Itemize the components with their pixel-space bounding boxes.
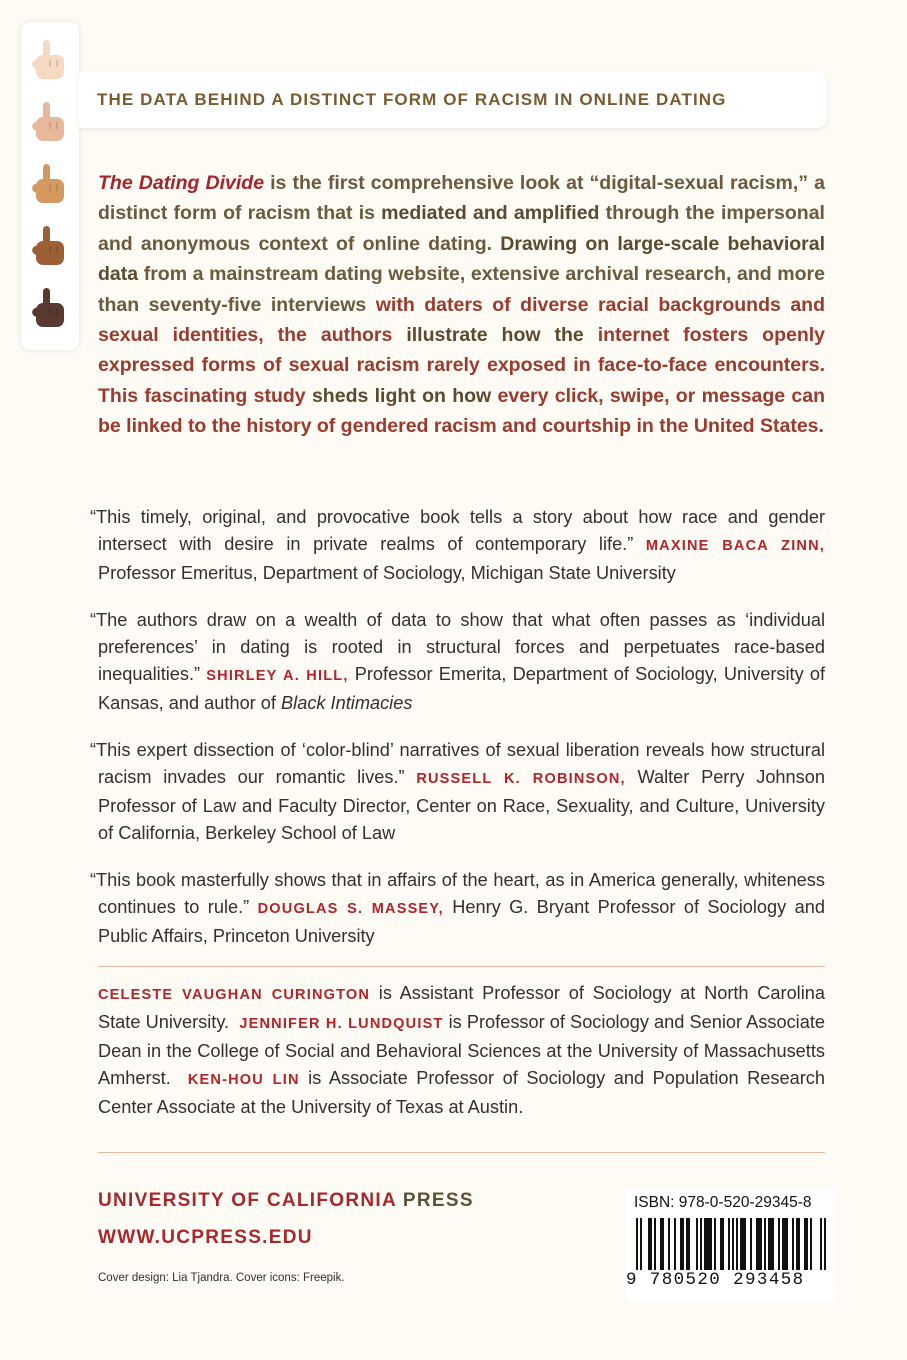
description-text: every click, swipe, or message can be linked to the history of gendered racism and courtship in the United States. [98, 384, 825, 438]
description-text: Drawing on large-scale behavioral data [98, 232, 825, 286]
author-bio: is Associate Professor of Sociology and Population Research Center Associate at the University of Texas at Austin. [98, 1068, 825, 1117]
description-text: illustrate how the [392, 324, 598, 347]
endorsement-text: “This expert dissection of ‘color-blind’ narratives of sexual liberation reveals how structural racism invades our romantic lives.” [90, 740, 825, 787]
endorser-affiliation: Henry G. Bryant Professor of Sociology and Public Affairs, Princeton University [98, 897, 825, 946]
barcode-bar [654, 1218, 656, 1274]
barcode-bar [764, 1218, 766, 1274]
barcode-bar [714, 1218, 716, 1274]
pointing-hand-icon-medium-dark [30, 224, 70, 268]
author-name: JENNIFER H. LUNDQUIST [239, 1016, 444, 1032]
barcode-bar [772, 1218, 774, 1274]
endorser-name: MAXINE BACA ZINN, [645, 538, 825, 554]
barcode-bar [786, 1218, 788, 1274]
barcode-digits: 9 780520 293458 [626, 1270, 832, 1290]
barcode-bar [756, 1218, 758, 1274]
barcode-bar [758, 1218, 760, 1274]
author-bio: is Assistant Professor of Sociology at North Carolina State University. [98, 983, 825, 1032]
author-name: CELESTE VAUGHAN CURINGTON [98, 987, 371, 1003]
endorsement-text: “This book masterfully shows that in affairs of the heart, as in America generally, whiteness continues to rule.” [90, 870, 825, 917]
cover-credit: Cover design: Lia Tjandra. Cover icons: Freepik. [98, 1272, 345, 1284]
barcode-bar [700, 1218, 702, 1274]
skin-tone-hands-strip [21, 22, 79, 350]
barcode-bar [686, 1218, 688, 1274]
barcode-bar [696, 1218, 698, 1274]
barcode-bar [750, 1218, 752, 1274]
barcode-bar [792, 1218, 794, 1274]
endorsement-text: “This timely, original, and provocative book tells a story about how race and gender intersect with desire in private realms of contemporary life.” [90, 507, 825, 554]
barcode-bar [674, 1218, 676, 1274]
barcode-bar [708, 1218, 710, 1274]
barcode-bar [680, 1218, 682, 1274]
isbn-barcode [626, 1188, 836, 1302]
endorser-affiliation: Walter Perry Johnson Professor of Law and Faculty Director, Center on Race, Sexuality, and Culture, University of California, Berkeley School of Law [98, 767, 825, 843]
barcode-bar [660, 1218, 662, 1274]
barcode-bar [682, 1218, 684, 1274]
endorsement-text: “The authors draw on a wealth of data to show that what often passes as ‘individual preferences’ in dating is rooted in structural forces and perpetuates race-based inequalities.” [90, 610, 825, 684]
barcode-bar [760, 1218, 762, 1274]
endorser-book-title: Black Intimacies [281, 693, 413, 713]
barcode-bar [720, 1218, 722, 1274]
headline-banner [79, 72, 827, 128]
pointing-hand-icon-dark [30, 286, 70, 330]
isbn-number: ISBN: 978-0-520-29345-8 [634, 1194, 812, 1211]
barcode-bar [796, 1218, 798, 1274]
description-text: sheds light on how [305, 384, 498, 407]
endorser-name: DOUGLAS S. MASSEY, [257, 901, 444, 917]
barcode-bar [662, 1218, 664, 1274]
description-text: internet fosters openly expressed forms of sexual racism rarely exposed in face-to-face encounters. This fascinating study [98, 324, 826, 407]
book-description [98, 168, 825, 442]
endorsement [90, 737, 825, 847]
endorser-name: SHIRLEY A. HILL, [206, 668, 349, 684]
barcode-bar [782, 1218, 784, 1274]
barcode-bar [740, 1218, 742, 1274]
publisher-website: WWW.UCPRESS.EDU [98, 1227, 313, 1248]
barcode-bar [706, 1218, 708, 1274]
headline: THE DATA BEHIND A DISTINCT FORM OF RACISM IN ONLINE DATING [97, 90, 727, 109]
barcode-bar [778, 1218, 780, 1274]
pointing-hand-icon-medium-light [30, 100, 70, 144]
barcode-bar [650, 1218, 652, 1274]
author-bio: is Professor of Sociology and Senior Associate Dean in the College of Social and Behavioral Sciences at the University of Massachusetts Amherst. [98, 1012, 826, 1088]
publisher-name-part: UNIVERSITY OF CALIFORNIA [98, 1190, 397, 1211]
description-text: with daters of diverse racial backgrounds and sexual identities, the authors [98, 293, 825, 347]
description-text: through the impersonal and anonymous context of online dating. [98, 202, 825, 255]
barcode-bar [722, 1218, 724, 1274]
endorsements [90, 504, 825, 970]
endorser-name: RUSSELL K. ROBINSON, [416, 771, 626, 787]
publisher-name-part: PRESS [402, 1190, 474, 1211]
barcode-bar [704, 1218, 706, 1274]
barcode-bar [804, 1218, 806, 1274]
divider [98, 966, 825, 967]
barcode-bar [798, 1218, 800, 1274]
barcode-bar [810, 1218, 812, 1274]
description-text: mediated and amplified [381, 202, 600, 225]
barcode-bar [688, 1218, 690, 1274]
endorsement [90, 867, 825, 950]
description-text: is the first comprehensive look at “digital-sexual racism,” a distinct form of racism that is [98, 172, 825, 225]
barcode-bar [806, 1218, 808, 1274]
barcode-bar [784, 1218, 786, 1274]
endorser-affiliation: Professor Emeritus, Department of Sociology, Michigan State University [98, 563, 676, 583]
endorser-affiliation: Professor Emerita, Department of Sociology, University of Kansas, and author of [98, 664, 825, 713]
barcode-bar [768, 1218, 770, 1274]
publisher-name [98, 1190, 474, 1212]
author-bios [98, 980, 825, 1121]
endorsement [90, 504, 825, 587]
barcode-bar [736, 1218, 738, 1274]
endorsement [90, 607, 825, 717]
barcode-bar [744, 1218, 746, 1274]
barcode-bar [668, 1218, 670, 1274]
pointing-hand-icon-medium [30, 162, 70, 206]
barcode-bar [710, 1218, 712, 1274]
divider [98, 1152, 825, 1153]
barcode-bar [770, 1218, 772, 1274]
barcode-bar [648, 1218, 650, 1274]
pointing-hand-icon-light [30, 38, 70, 82]
description-text: from a mainstream dating website, extensive archival research, and more than seventy-five interviews [98, 263, 825, 316]
barcode-bar [742, 1218, 744, 1274]
author-name: KEN-HOU LIN [187, 1072, 300, 1088]
book-title: The Dating Divide [98, 172, 265, 194]
